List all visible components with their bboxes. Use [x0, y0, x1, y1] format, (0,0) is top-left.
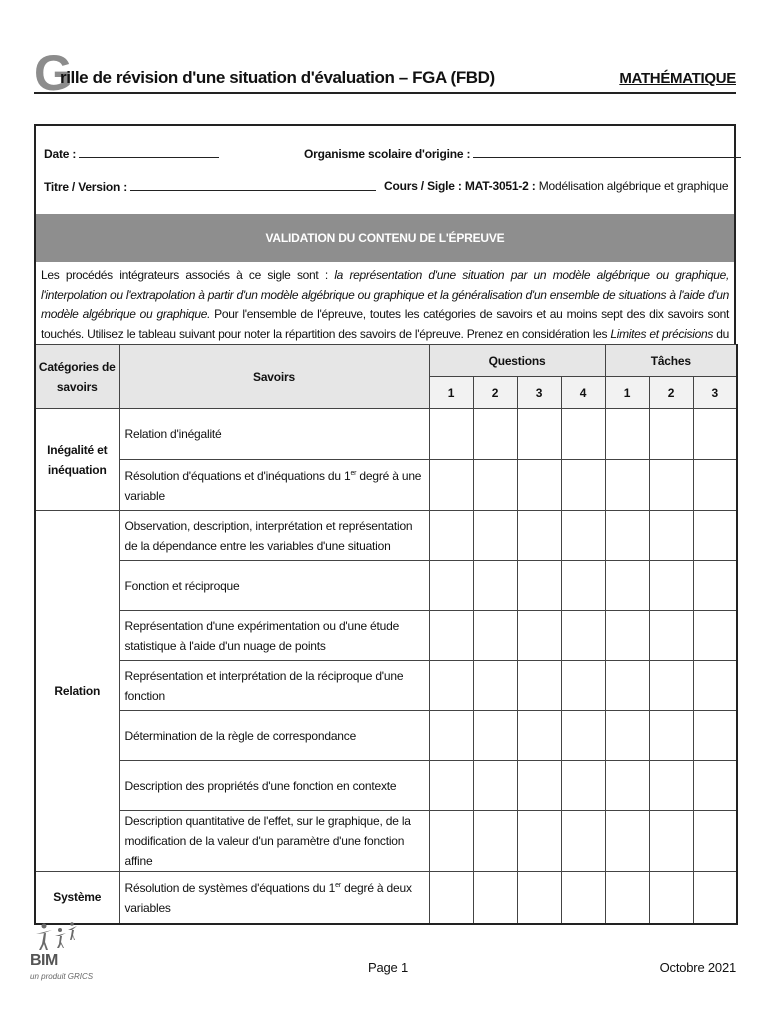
check-cell[interactable] — [561, 711, 605, 761]
savoir-label: Représentation et interprétation de la réciproque d'une fonction — [119, 661, 429, 711]
check-cell[interactable] — [561, 661, 605, 711]
savoir-label: Observation, description, interprétation et représentation de la dépendance entre les variables d'une situation — [119, 511, 429, 561]
check-cell[interactable] — [649, 811, 693, 872]
figures-icon — [30, 920, 80, 952]
check-cell[interactable] — [649, 761, 693, 811]
check-cell[interactable] — [429, 761, 473, 811]
savoir-label: Résolution d'équations et d'inéquations du 1er degré à une variable — [119, 460, 429, 511]
check-cell[interactable] — [517, 811, 561, 872]
org-field[interactable] — [473, 146, 741, 158]
tache-col-3: 3 — [693, 377, 737, 409]
check-cell[interactable] — [605, 761, 649, 811]
table-row — [35, 811, 737, 872]
check-cell[interactable] — [429, 511, 473, 561]
check-cell[interactable] — [429, 409, 473, 460]
check-cell[interactable] — [605, 511, 649, 561]
title-version-field[interactable] — [130, 179, 376, 191]
savoirs-table — [34, 344, 738, 925]
check-cell[interactable] — [517, 661, 561, 711]
savoir-label: Détermination de la règle de correspondance — [119, 711, 429, 761]
check-cell[interactable] — [649, 661, 693, 711]
check-cell[interactable] — [605, 460, 649, 511]
check-cell[interactable] — [517, 409, 561, 460]
course-code: MAT-3051-2 : — [464, 179, 536, 193]
table-row — [35, 761, 737, 811]
category-systeme: Système — [35, 872, 119, 924]
check-cell[interactable] — [561, 561, 605, 611]
title-initial: G — [34, 45, 73, 101]
validation-banner: VALIDATION DU CONTENU DE L'ÉPREUVE — [34, 214, 736, 262]
category-relation: Relation — [35, 511, 119, 872]
course-label: Cours / Sigle : — [384, 179, 462, 193]
savoir-label: Fonction et réciproque — [119, 561, 429, 611]
savoir-label: Représentation d'une expérimentation ou d'une étude statistique à l'aide d'un nuage de points — [119, 611, 429, 661]
check-cell[interactable] — [517, 611, 561, 661]
check-cell[interactable] — [561, 761, 605, 811]
check-cell[interactable] — [561, 611, 605, 661]
logo-text: BIM — [30, 952, 58, 969]
tache-col-1: 1 — [605, 377, 649, 409]
check-cell[interactable] — [473, 761, 517, 811]
check-cell[interactable] — [561, 460, 605, 511]
course-name: Modélisation algébrique et graphique — [538, 179, 729, 193]
check-cell[interactable] — [561, 811, 605, 872]
table-row — [35, 561, 737, 611]
org-label: Organisme scolaire d'origine : — [304, 147, 471, 161]
check-cell[interactable] — [429, 561, 473, 611]
info-box — [34, 124, 736, 214]
check-cell[interactable] — [473, 460, 517, 511]
check-cell[interactable] — [693, 811, 737, 872]
check-cell[interactable] — [649, 611, 693, 661]
check-cell[interactable] — [605, 811, 649, 872]
bim-logo — [30, 920, 94, 984]
check-cell[interactable] — [693, 872, 737, 924]
table-row — [35, 409, 737, 460]
check-cell[interactable] — [517, 761, 561, 811]
check-cell[interactable] — [561, 409, 605, 460]
logo-subtext: un produit GRICS — [30, 972, 94, 981]
check-cell[interactable] — [649, 460, 693, 511]
savoir-label: Relation d'inégalité — [119, 409, 429, 460]
footer-date: Octobre 2021 — [659, 960, 736, 975]
table-row — [35, 611, 737, 661]
check-cell[interactable] — [693, 761, 737, 811]
check-cell[interactable] — [473, 511, 517, 561]
check-cell[interactable] — [429, 661, 473, 711]
check-cell[interactable] — [517, 561, 561, 611]
table-row — [35, 460, 737, 511]
savoir-label: Description quantitative de l'effet, sur le graphique, de la modification de la valeur d'un paramètre d'une fonction affine — [119, 811, 429, 872]
check-cell[interactable] — [605, 611, 649, 661]
category-inegalite: Inégalité et inéquation — [35, 409, 119, 511]
check-cell[interactable] — [605, 409, 649, 460]
check-cell[interactable] — [649, 561, 693, 611]
date-field[interactable] — [79, 146, 219, 158]
subject-label: MATHÉMATIQUE — [619, 70, 736, 87]
table-row — [35, 711, 737, 761]
check-cell[interactable] — [429, 460, 473, 511]
check-cell[interactable] — [561, 511, 605, 561]
check-cell[interactable] — [693, 611, 737, 661]
check-cell[interactable] — [473, 711, 517, 761]
question-col-4: 4 — [561, 377, 605, 409]
check-cell[interactable] — [561, 872, 605, 924]
check-cell[interactable] — [605, 661, 649, 711]
question-col-1: 1 — [429, 377, 473, 409]
check-cell[interactable] — [473, 661, 517, 711]
check-cell[interactable] — [693, 561, 737, 611]
check-cell[interactable] — [517, 460, 561, 511]
question-col-2: 2 — [473, 377, 517, 409]
question-col-3: 3 — [517, 377, 561, 409]
savoir-label: Description des propriétés d'une fonction en contexte — [119, 761, 429, 811]
table-row — [35, 511, 737, 561]
check-cell[interactable] — [693, 511, 737, 561]
check-cell[interactable] — [473, 872, 517, 924]
title-version-label: Titre / Version : — [44, 180, 128, 194]
page-number: Page 1 — [368, 960, 409, 975]
table-row — [35, 661, 737, 711]
check-cell[interactable] — [429, 811, 473, 872]
check-cell[interactable] — [605, 561, 649, 611]
check-cell[interactable] — [693, 711, 737, 761]
date-label: Date : — [44, 147, 77, 161]
page-title: rille de révision d'une situation d'évaluation – FGA (FBD) — [60, 68, 495, 87]
check-cell[interactable] — [473, 561, 517, 611]
check-cell[interactable] — [649, 711, 693, 761]
check-cell[interactable] — [693, 409, 737, 460]
header-categories: Catégories de savoirs — [35, 345, 119, 409]
table-row — [35, 872, 737, 924]
check-cell[interactable] — [473, 811, 517, 872]
check-cell[interactable] — [649, 872, 693, 924]
check-cell[interactable] — [693, 460, 737, 511]
page-header — [34, 45, 736, 101]
check-cell[interactable] — [429, 872, 473, 924]
instructions-paragraph: Les procédés intégrateurs associés à ce sigle sont : la représentation d'une situation par un modèle algébrique ou graphique, l'interpolation ou l'extrapolation à partir d'un modèle algébrique ou graphique et la généralisation d'un ensemble de situations à l'aide d'un modèle algébrique ou graphique. Pour l'ensemble de l'épreuve, toutes les catégories de savoirs et au moins sept des dix savoirs sont touchés. Utilisez le tableau suivant pour noter la répartition des savoirs de l'épreuve. Prenez en considération les Limites et précisions du — [34, 262, 736, 344]
check-cell[interactable] — [649, 511, 693, 561]
header-taches: Tâches — [605, 345, 737, 377]
check-cell[interactable] — [429, 611, 473, 661]
check-cell[interactable] — [605, 872, 649, 924]
check-cell[interactable] — [517, 711, 561, 761]
check-cell[interactable] — [473, 409, 517, 460]
savoir-label: Résolution de systèmes d'équations du 1er degré à deux variables — [119, 872, 429, 924]
check-cell[interactable] — [649, 409, 693, 460]
header-savoirs: Savoirs — [119, 345, 429, 409]
check-cell[interactable] — [517, 872, 561, 924]
tache-col-2: 2 — [649, 377, 693, 409]
header-questions: Questions — [429, 345, 605, 377]
check-cell[interactable] — [605, 711, 649, 761]
check-cell[interactable] — [429, 711, 473, 761]
check-cell[interactable] — [473, 611, 517, 661]
check-cell[interactable] — [517, 511, 561, 561]
check-cell[interactable] — [693, 661, 737, 711]
